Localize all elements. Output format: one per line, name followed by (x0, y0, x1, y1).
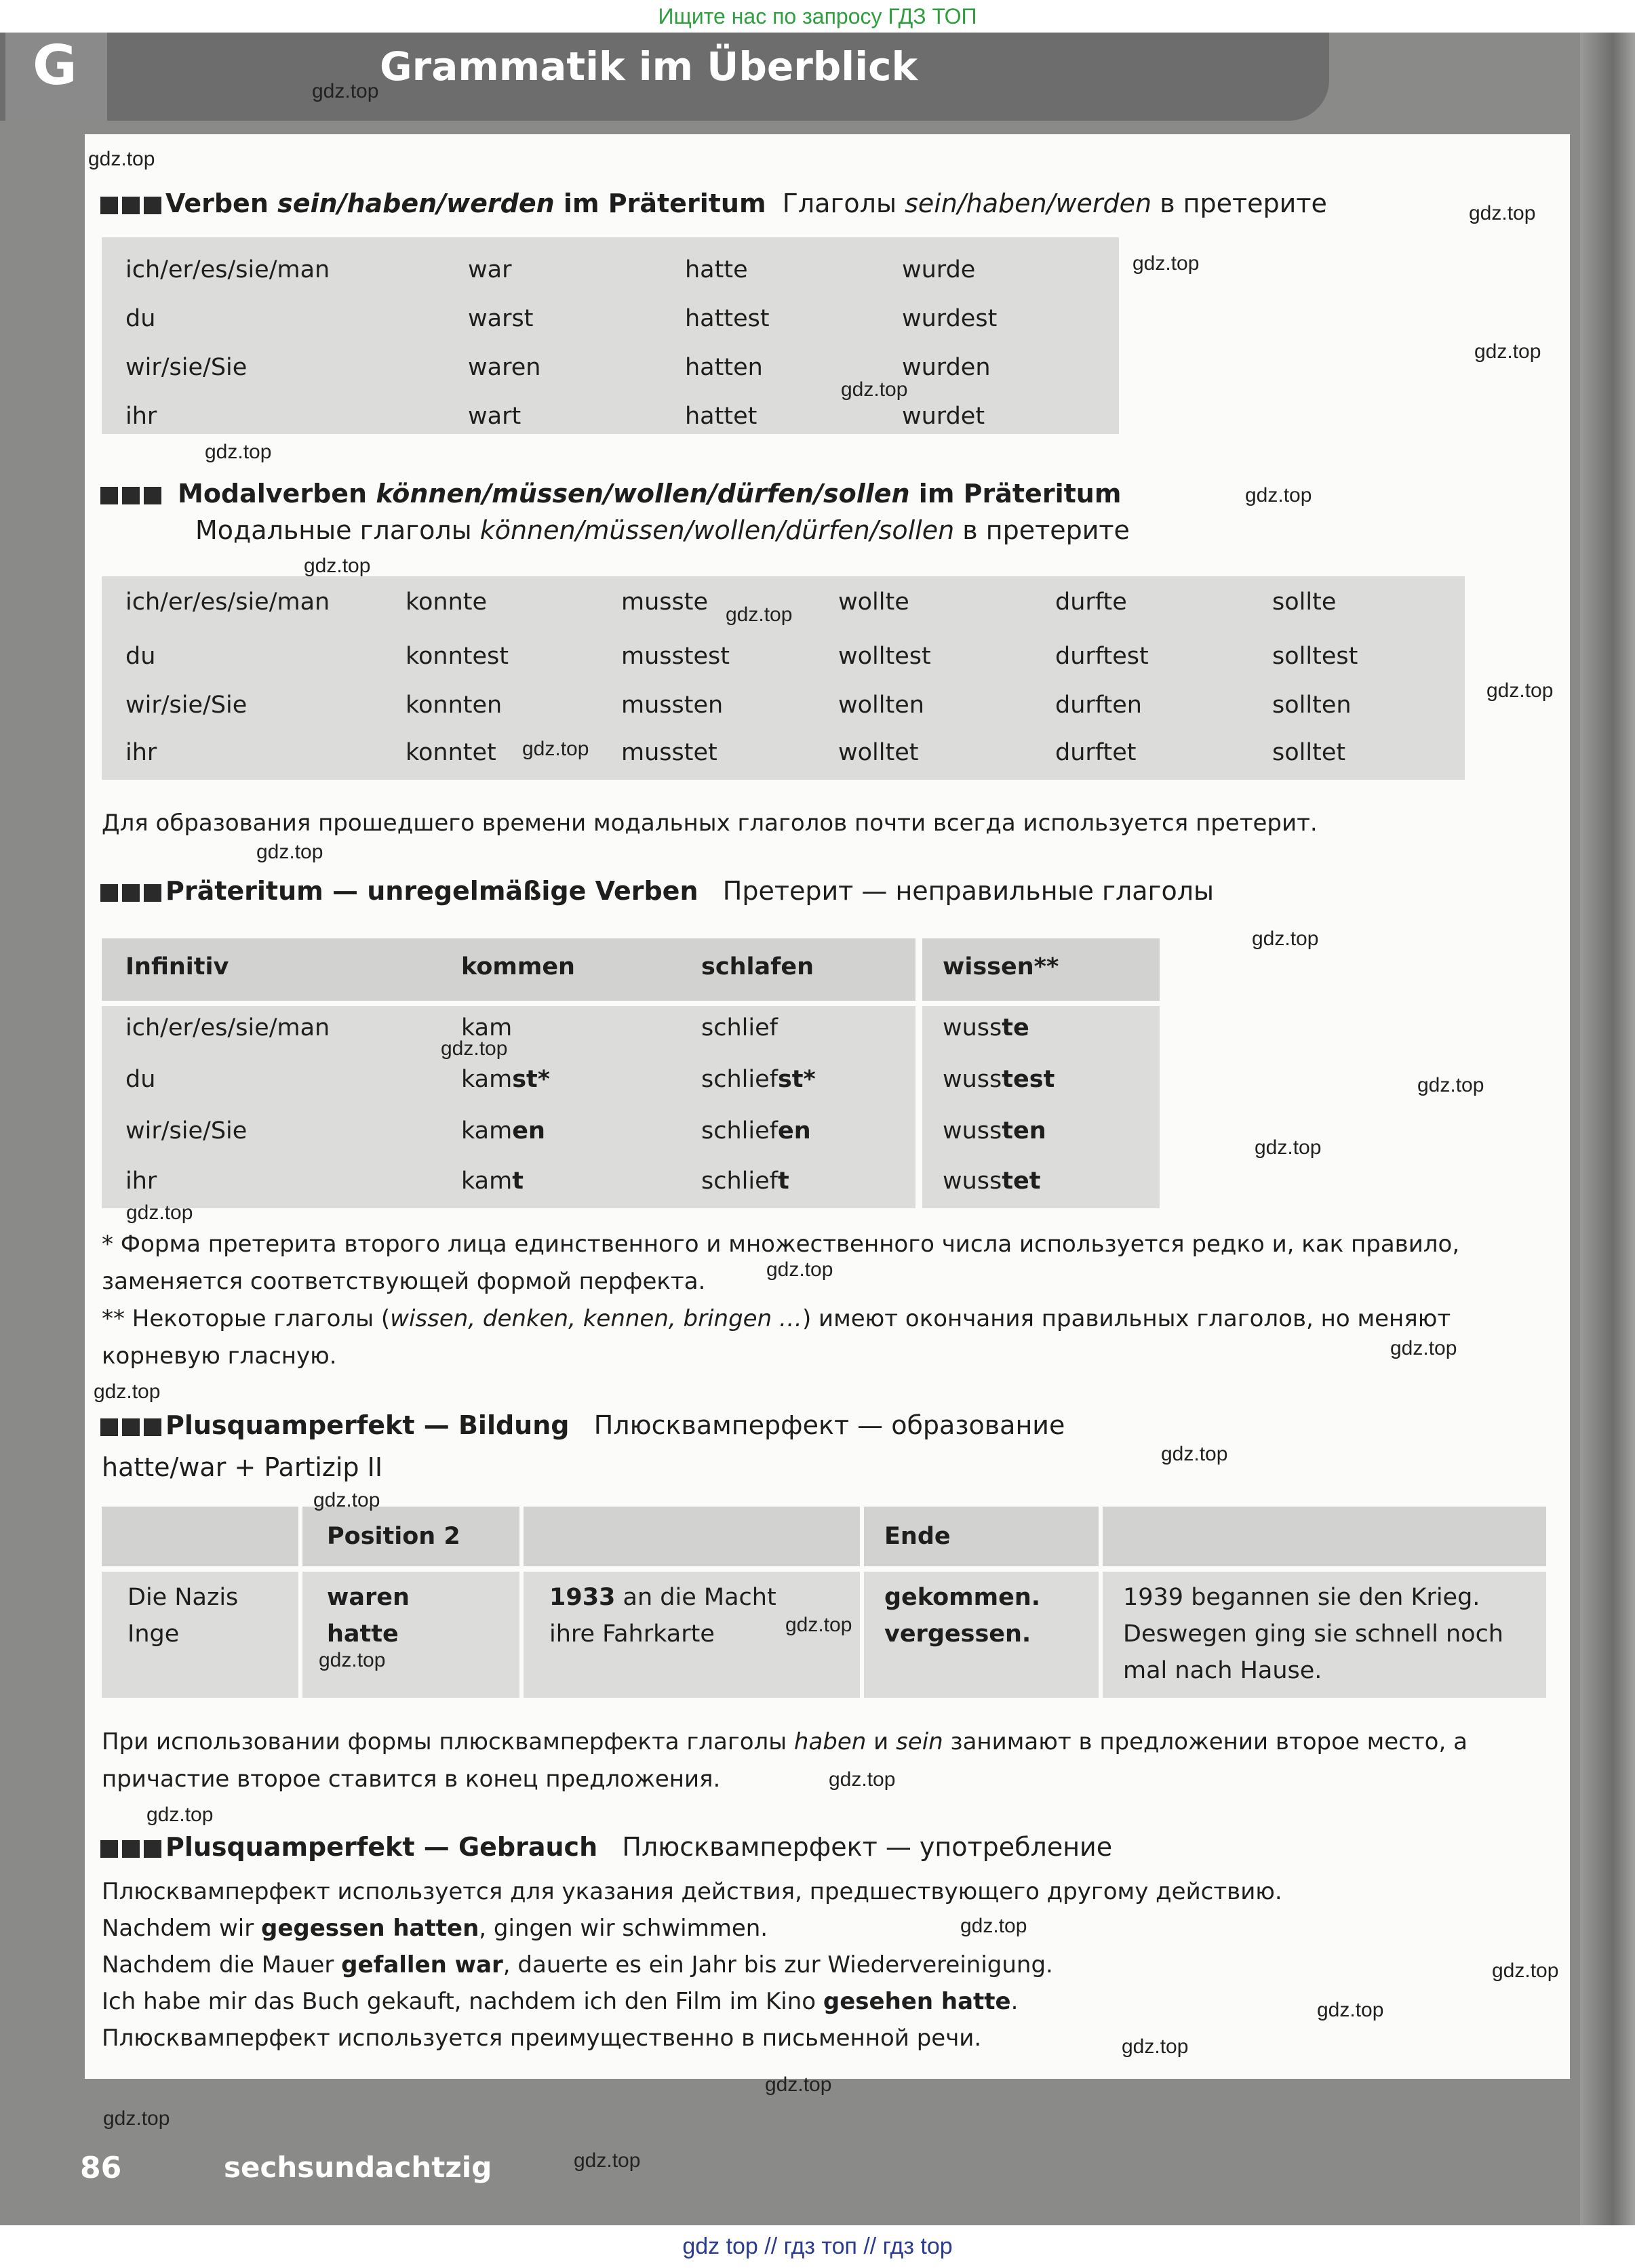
table-cell: waren (468, 354, 541, 381)
chapter-title: Grammatik im Überblick (380, 43, 918, 89)
watermark: gdz.top (1122, 2035, 1189, 2058)
table-cell: wir/sie/Sie (125, 354, 248, 381)
table-cell: wurdet (902, 403, 985, 430)
table-header-cell: Infinitiv (125, 953, 229, 980)
table-cell: wusste (943, 1014, 1029, 1041)
chapter-letter: G (33, 34, 77, 97)
table-cell: konntest (406, 643, 509, 670)
page-number: 86 (80, 2151, 122, 2185)
table-cell: wart (468, 403, 521, 430)
table-cell: wir/sie/Sie (125, 692, 248, 719)
table-cell: kamt (461, 1168, 524, 1195)
table-cell: wusstest (943, 1066, 1055, 1093)
footnote-1: * Форма претерита второго лица единственного и множественного числа используется редко и, как правило, заменяется соответствующей формой перфекта. (102, 1231, 1460, 1295)
table-cell: ich/er/es/sie/man (125, 1014, 330, 1041)
table-cell: ihr (125, 739, 157, 766)
table-cell: konnte (406, 589, 488, 616)
table-cell: hatte (327, 1620, 399, 1648)
example-sentence: Nachdem die Mauer gefallen war, dauerte es ein Jahr bis zur Wiedervereinigung. (102, 1951, 1053, 1978)
watermark: gdz.top (126, 1201, 193, 1224)
table-cell: ich/er/es/sie/man (125, 589, 330, 616)
table-cell: warst (468, 305, 534, 332)
example-sentence: Nachdem wir gegessen hatten, gingen wir schwimmen. (102, 1915, 768, 1942)
watermark: gdz.top (256, 841, 323, 863)
table-cell: gekommen. (884, 1584, 1041, 1611)
table-cell: ihre Fahrkarte (549, 1620, 715, 1648)
table-cell: solltest (1272, 643, 1358, 670)
table-cell: mussten (621, 692, 724, 719)
watermark: gdz.top (1255, 1136, 1322, 1159)
watermark: gdz.top (1492, 1959, 1559, 1982)
watermark: gdz.top (1474, 340, 1541, 363)
watermark: gdz.top (441, 1037, 508, 1060)
table-pqp-header-bg (102, 1507, 1546, 1566)
table-cell: Inge (127, 1620, 180, 1648)
table-cell: sollte (1272, 589, 1337, 616)
table-cell: hattest (685, 305, 770, 332)
book-spine (1580, 33, 1635, 2225)
table-header-cell: schlafen (701, 953, 814, 980)
table-header-cell: kommen (461, 953, 575, 980)
table-cell: solltet (1272, 739, 1346, 766)
table-cell: du (125, 305, 156, 332)
table-divider (298, 1507, 302, 1698)
watermark: gdz.top (1469, 202, 1536, 224)
top-banner-text: Ищите нас по запросу ГДЗ ТОП (658, 4, 977, 28)
table-header-position2: Position 2 (327, 1523, 460, 1550)
watermark: gdz.top (960, 1915, 1027, 1937)
text-line: Плюсквамперфект используется преимущественно в письменной речи. (102, 2025, 982, 2052)
table-cell: du (125, 643, 156, 670)
watermark: gdz.top (312, 80, 379, 102)
watermark: gdz.top (829, 1768, 896, 1791)
watermark: gdz.top (522, 738, 589, 760)
watermark: gdz.top (1317, 1999, 1384, 2021)
table-divider (519, 1507, 524, 1698)
table-cell: durfte (1055, 589, 1127, 616)
watermark: gdz.top (304, 555, 371, 577)
watermark: gdz.top (1486, 679, 1554, 702)
table-cell: Die Nazis (127, 1584, 239, 1611)
note-pqp-bildung: При использовании формы плюсквамперфекта глаголы haben и sein занимают в предложении второе место, а причастие второе ставится в конец предложения. (102, 1728, 1467, 1793)
watermark: gdz.top (1390, 1337, 1457, 1359)
example-sentence: Ich habe mir das Buch gekauft, nachdem ich den Film im Kino gesehen hatte. (102, 1988, 1019, 2015)
watermark: gdz.top (1245, 484, 1312, 506)
table-cell: konntet (406, 739, 496, 766)
table-cell: kamst* (461, 1066, 551, 1093)
footnote-2: ** Некоторые глаголы (wissen, denken, kennen, bringen …) имеют окончания правильных глаголов, но меняют корневую гласную. (102, 1305, 1451, 1370)
table-cell: wurde (902, 256, 976, 283)
bottom-banner (0, 2225, 1635, 2268)
watermark: gdz.top (1132, 252, 1200, 275)
watermark: gdz.top (1161, 1443, 1228, 1465)
page-number-word: sechsundachtzig (224, 2151, 492, 2184)
table-cell: musste (621, 589, 709, 616)
table-cell: wir/sie/Sie (125, 1117, 248, 1145)
formula-pqp: hatte/war + Partizip II (102, 1452, 383, 1482)
watermark: gdz.top (785, 1614, 852, 1636)
table-header-cell: wissen** (943, 953, 1059, 980)
top-banner (0, 0, 1635, 33)
table-cell: durftest (1055, 643, 1149, 670)
table-cell: schlieft (701, 1168, 789, 1195)
table-cell: mal nach Hause. (1123, 1657, 1322, 1684)
table-header-ende: Ende (884, 1523, 951, 1550)
section-subtitle-modalverben: Модальные глаголы können/müssen/wollen/dürfen/sollen в претерите (195, 515, 1130, 545)
table-cell: ich/er/es/sie/man (125, 256, 330, 283)
table-cell: vergessen. (884, 1620, 1031, 1648)
watermark: gdz.top (766, 1258, 833, 1281)
watermark: gdz.top (726, 603, 793, 626)
text-line: Плюсквамперфект используется для указания действия, предшествующего другому действию. (102, 1878, 1282, 1905)
table-cell: kam (461, 1014, 513, 1041)
table-cell: hatten (685, 354, 763, 381)
table-cell: kamen (461, 1117, 545, 1145)
watermark: gdz.top (1252, 928, 1319, 950)
table-cell: hatte (685, 256, 748, 283)
table-cell: 1939 begannen sie den Krieg. (1123, 1584, 1480, 1611)
table-cell: wolltet (838, 739, 919, 766)
watermark: gdz.top (765, 2073, 832, 2096)
table-cell: waren (327, 1584, 410, 1611)
table-cell: ihr (125, 403, 157, 430)
table-cell: wusstet (943, 1168, 1041, 1195)
section-title-pqp-gebrauch: Plusquamperfekt — Gebrauch Плюсквамперфект — употребление (100, 1832, 1112, 1862)
table-cell: wollte (838, 589, 909, 616)
table-cell: durftet (1055, 739, 1137, 766)
table-cell: wollten (838, 692, 924, 719)
watermark: gdz.top (205, 441, 272, 463)
watermark: gdz.top (94, 1380, 161, 1403)
watermark: gdz.top (319, 1649, 386, 1671)
watermark: gdz.top (146, 1804, 214, 1826)
table-cell: wurden (902, 354, 991, 381)
watermark: gdz.top (103, 2107, 170, 2130)
watermark: gdz.top (841, 378, 908, 401)
table-cell: wussten (943, 1117, 1046, 1145)
note-modalverben: Для образования прошедшего времени модальных глаголов почти всегда используется претерит. (102, 810, 1318, 837)
watermark: gdz.top (313, 1489, 380, 1511)
section-title-modalverben: Modalverben können/müssen/wollen/dürfen/sollen im Präteritum (100, 479, 1121, 509)
table-cell: ihr (125, 1168, 157, 1195)
table-cell: schlief (701, 1014, 778, 1041)
bottom-banner-text: gdz top // гдз топ // гдз top (682, 2233, 953, 2259)
table-cell: schliefst* (701, 1066, 816, 1093)
table-cell: hattet (685, 403, 757, 430)
table-cell: wolltest (838, 643, 931, 670)
section-title-verben: Verben sein/haben/werden im Präteritum Глаголы sein/haben/werden в претерите (100, 188, 1327, 218)
table-cell: Deswegen ging sie schnell noch (1123, 1620, 1503, 1648)
section-title-praeteritum: Präteritum — unregelmäßige Verben Претерит — неправильные глаголы (100, 876, 1214, 906)
table-cell: wurdest (902, 305, 998, 332)
watermark: gdz.top (574, 2149, 641, 2172)
table-cell: 1933 an die Macht (549, 1584, 776, 1611)
table-cell: musstet (621, 739, 717, 766)
watermark: gdz.top (88, 148, 155, 170)
table-cell: du (125, 1066, 156, 1093)
section-title-pqp-bildung: Plusquamperfekt — Bildung Плюсквамперфект — образование (100, 1410, 1065, 1440)
table-cell: schliefen (701, 1117, 811, 1145)
table-cell: musstest (621, 643, 730, 670)
table-cell: konnten (406, 692, 503, 719)
table-cell: sollten (1272, 692, 1352, 719)
watermark: gdz.top (1417, 1074, 1484, 1096)
table-cell: war (468, 256, 512, 283)
table-cell: durften (1055, 692, 1142, 719)
table-divider (860, 1507, 864, 1698)
table-divider (1099, 1507, 1103, 1698)
